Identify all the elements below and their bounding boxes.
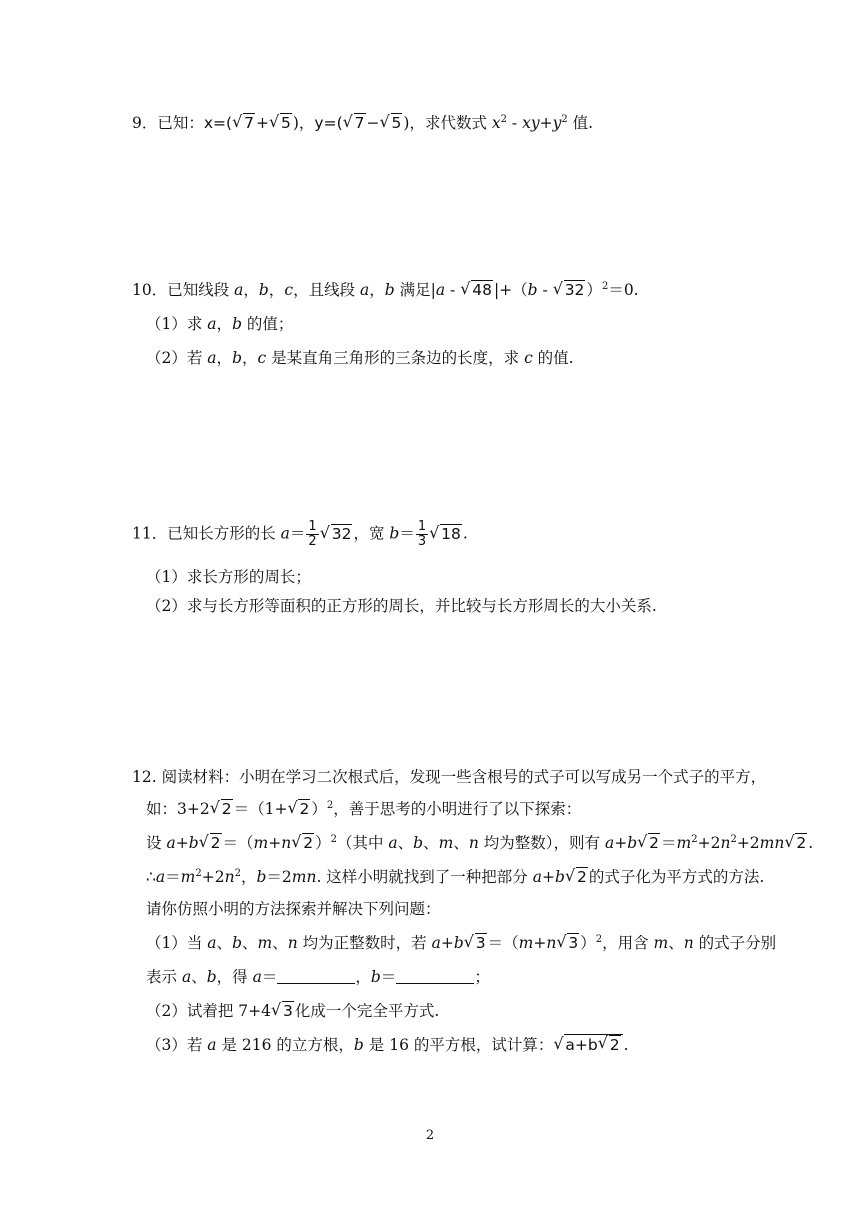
problem-12-line-5: 请你仿照小明的方法探索并解决下列问题：	[146, 900, 441, 918]
sqrt-18: √ 18	[429, 523, 462, 545]
sqrt-a-plus-b-sqrt2: √ a+b√ 2	[553, 1034, 622, 1056]
problem-12-line-1: 12. 阅读材料：小明在学习二次根式后，发现一些含根号的式子可以写成另一个式子的平方，	[132, 768, 767, 786]
fraction-one-half: $\frac{1}{2}$	[308, 519, 317, 549]
sqrt-2: √ 2	[210, 798, 233, 820]
problem-12-line-4: $\therefore a=m^2+2n^2$，b＝2mn. 这样小明就找到了一种把部分 a+b√ 2 的式子化为平方式的方法.	[146, 866, 764, 888]
sqrt-32: √ 32	[320, 523, 353, 545]
problem-11-stem: 11．已知长方形的长 a＝ $\frac{1}{2}$ √ 32 ，宽 b＝ $\frac{1}{3}$ √ 18 .	[132, 520, 468, 549]
sqrt-3: √ 3	[464, 932, 487, 954]
problem-11-part-2: （2）求与长方形等面积的正方形的周长，并比较与长方形周长的大小关系.	[146, 597, 657, 615]
answer-blank-b[interactable]	[396, 969, 474, 984]
fraction-one-third: $\frac{1}{3}$	[417, 519, 427, 549]
problem-11-part-1: （1）求长方形的周长；	[146, 568, 311, 586]
sqrt-3: √ 3	[271, 1000, 294, 1022]
sqrt-5: √ 5	[269, 112, 292, 134]
sqrt-5b: √ 5	[380, 112, 403, 134]
sqrt-32: √ 32	[553, 279, 586, 301]
problem-12-part-2: （2）试着把 7+4√ 3 化成一个完全平方式.	[146, 1000, 439, 1022]
page-number: 2	[425, 1128, 435, 1143]
sqrt-2: √ 2	[199, 832, 222, 854]
problem-10-part-2: （2）若 a，b，c 是某直角三角形的三条边的长度，求 c 的值.	[146, 349, 574, 367]
problem-12-line-3: 设 a+b√ 2 ＝（m+n√ 2 ）$^2$（其中 a、b、m、n 均为整数），则有 a+b√ $2 =m^2+2n^2+2mn√$ 2 .	[146, 832, 813, 854]
sqrt-3: √ 3	[556, 932, 579, 954]
sqrt-2: √ 2	[598, 1035, 621, 1054]
sqrt-2: √ 2	[784, 832, 807, 854]
sqrt-2: √ 2	[565, 866, 588, 888]
problem-12-part-1: （1）当 a、b、m、n 均为正整数时，若 a+b√ 3 ＝（m+n√ 3 ）$^2$，用含 m、n 的式子分别	[146, 932, 776, 954]
answer-blank-a[interactable]	[277, 969, 355, 984]
problem-10-part-1: （1）求 a，b 的值；	[146, 315, 294, 333]
sqrt-7b: √ 7	[343, 112, 366, 134]
sqrt-2: √ 2	[291, 832, 314, 854]
sqrt-2: √ 2	[637, 832, 660, 854]
problem-12-line-2: 如：3+2√ 2 ＝（1+√ 2 ）$^2$，善于思考的小明进行了以下探索：	[146, 798, 581, 820]
sqrt-7: √ 7	[232, 112, 255, 134]
problem-12-part-3: （3）若 a 是 216 的立方根，b 是 16 的平方根，试计算：√ a+b√ 2 .	[146, 1034, 629, 1056]
problem-9: 9．已知：x=(√ 7 +√ 5 )，y=(√ 7 −√ 5 )，求代数式 $x^2 - xy+y^2$ 值.	[132, 112, 593, 134]
sqrt-2: √ 2	[287, 798, 310, 820]
sqrt-48: √ 48	[460, 279, 493, 301]
problem-10-stem: 10．已知线段 a，b，c，且线段 a，b 满足|a - √ 48 |+（b - √ 32 ）$^2$＝0.	[132, 279, 639, 301]
problem-12-part-1-answer: 表示 a、b，得 a＝ ，b＝ ；	[146, 968, 490, 986]
